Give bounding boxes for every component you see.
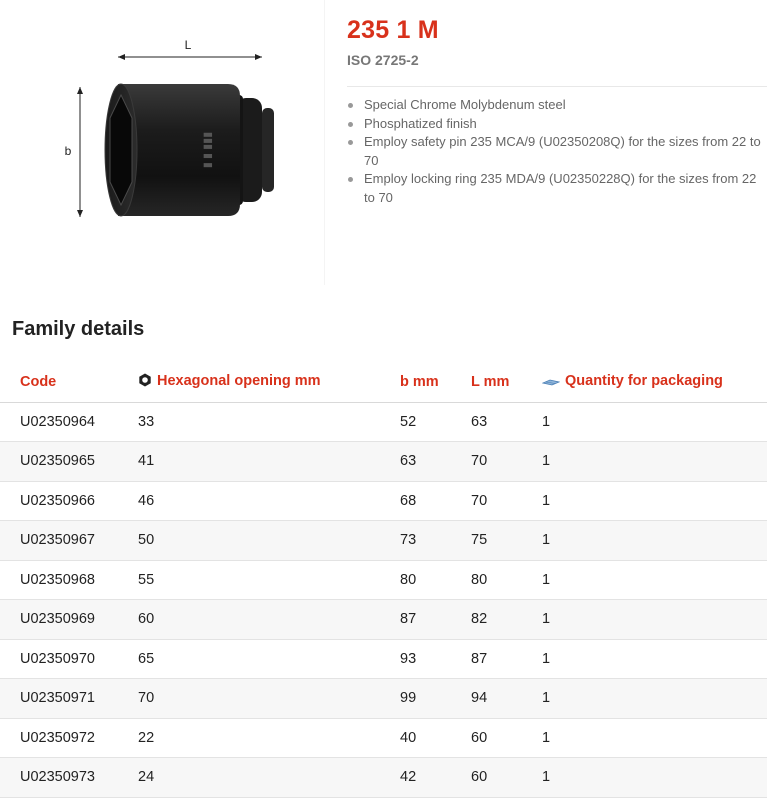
feature-item: Employ safety pin 235 MCA/9 (U02350208Q) for the sizes from 22 to 70 <box>347 133 767 170</box>
product-standard: ISO 2725-2 <box>347 52 419 68</box>
cell-l: 87 <box>471 639 542 679</box>
cell-hex: 41 <box>138 442 400 482</box>
cell-qty: 1 <box>542 521 767 561</box>
cell-b: 87 <box>400 600 471 640</box>
cell-hex: 46 <box>138 481 400 521</box>
cell-l: 94 <box>471 679 542 719</box>
table-row[interactable] <box>0 718 767 758</box>
cell-l: 60 <box>471 718 542 758</box>
cell-hex: 65 <box>138 639 400 679</box>
table-row[interactable] <box>0 679 767 719</box>
cell-hex: 22 <box>138 718 400 758</box>
dimension-b-label: b <box>64 144 72 158</box>
cell-l: 80 <box>471 560 542 600</box>
column-header-code[interactable]: Code <box>0 362 138 402</box>
cell-l: 63 <box>471 402 542 442</box>
feature-item: Special Chrome Molybdenum steel <box>347 96 767 115</box>
table-row[interactable] <box>0 600 767 640</box>
table-row[interactable] <box>0 521 767 561</box>
cell-b: 52 <box>400 402 471 442</box>
cell-code: U02350964 <box>0 402 138 442</box>
cell-l: 82 <box>471 600 542 640</box>
dimension-l-label: L <box>184 38 192 52</box>
table-row[interactable] <box>0 442 767 482</box>
cell-qty: 1 <box>542 442 767 482</box>
cell-qty: 1 <box>542 560 767 600</box>
product-image <box>0 0 325 285</box>
cell-hex: 55 <box>138 560 400 600</box>
cell-b: 99 <box>400 679 471 719</box>
table-header-row <box>0 362 767 402</box>
product-info <box>347 14 762 68</box>
cell-hex: 50 <box>138 521 400 561</box>
cell-l: 75 <box>471 521 542 561</box>
svg-text:▮▮▮ ▮ ▮: ▮▮▮ ▮ ▮ <box>202 131 214 169</box>
cell-hex: 24 <box>138 758 400 798</box>
cell-hex: 60 <box>138 600 400 640</box>
cell-l: 60 <box>471 758 542 798</box>
table-body <box>0 402 767 797</box>
cell-b: 73 <box>400 521 471 561</box>
cell-b: 80 <box>400 560 471 600</box>
cell-b: 93 <box>400 639 471 679</box>
column-header-hex-opening[interactable]: Hexagonal opening mm <box>138 362 400 402</box>
feature-list <box>347 96 767 207</box>
family-details-table <box>0 362 767 798</box>
cell-qty: 1 <box>542 481 767 521</box>
family-details-heading: Family details <box>12 318 145 340</box>
cell-qty: 1 <box>542 402 767 442</box>
product-header <box>0 0 767 290</box>
cell-qty: 1 <box>542 600 767 640</box>
cell-code: U02350973 <box>0 758 138 798</box>
table-row[interactable] <box>0 402 767 442</box>
cell-b: 42 <box>400 758 471 798</box>
feature-item: Phosphatized finish <box>347 115 767 134</box>
dimension-b <box>65 87 83 217</box>
table-row[interactable] <box>0 481 767 521</box>
cell-hex: 33 <box>138 402 400 442</box>
cell-qty: 1 <box>542 718 767 758</box>
cell-b: 63 <box>400 442 471 482</box>
product-title: 235 1 M <box>347 16 439 44</box>
cell-code: U02350971 <box>0 679 138 719</box>
cell-code: U02350968 <box>0 560 138 600</box>
cell-b: 68 <box>400 481 471 521</box>
cell-qty: 1 <box>542 758 767 798</box>
table-row[interactable] <box>0 560 767 600</box>
impact-socket-drawing <box>0 0 325 285</box>
table-row[interactable] <box>0 758 767 798</box>
cell-code: U02350969 <box>0 600 138 640</box>
cell-l: 70 <box>471 442 542 482</box>
dimension-l <box>118 38 262 60</box>
cell-hex: 70 <box>138 679 400 719</box>
package-icon <box>542 375 560 391</box>
cell-code: U02350970 <box>0 639 138 679</box>
cell-b: 40 <box>400 718 471 758</box>
cell-code: U02350967 <box>0 521 138 561</box>
column-header-quantity[interactable]: Quantity for packaging <box>542 362 767 402</box>
cell-code: U02350972 <box>0 718 138 758</box>
cell-code: U02350965 <box>0 442 138 482</box>
divider <box>347 86 767 87</box>
cell-qty: 1 <box>542 679 767 719</box>
cell-qty: 1 <box>542 639 767 679</box>
feature-item: Employ locking ring 235 MDA/9 (U02350228Q) for the sizes from 22 to 70 <box>347 170 767 207</box>
cell-code: U02350966 <box>0 481 138 521</box>
table-row[interactable] <box>0 639 767 679</box>
cell-l: 70 <box>471 481 542 521</box>
column-header-b[interactable]: b mm <box>400 362 471 402</box>
column-header-l[interactable]: L mm <box>471 362 542 402</box>
hexagon-nut-icon <box>138 373 152 391</box>
